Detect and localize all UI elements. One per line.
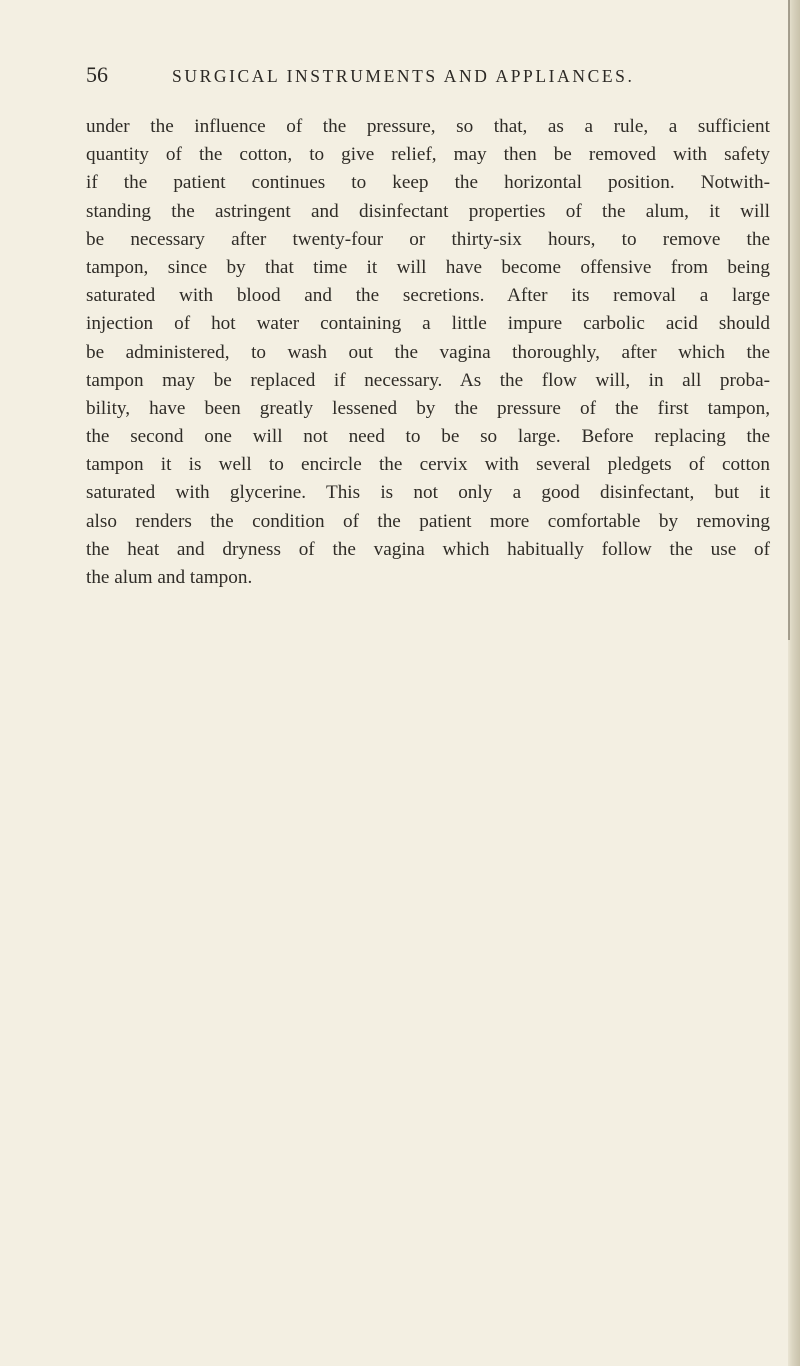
running-title: SURGICAL INSTRUMENTS AND APPLIANCES. [172,66,635,86]
page-number: 56 [86,62,108,87]
text-line: if the patient continues to keep the horizontal position. Notwith- [86,172,770,194]
text-line: tampon may be replaced if necessary. As the flow will, in all proba- [86,369,770,391]
text-line: saturated with glycerine. This is not only a good disinfectant, but it [86,482,770,504]
text-line: injection of hot water containing a little impure carbolic acid should [86,313,770,335]
text-line: standing the astringent and disinfectant properties of the alum, it will [86,200,770,222]
text-line: the second one will not need to be so large. Before replacing the [86,426,770,448]
text-line: be necessary after twenty-four or thirty-six hours, to remove the [86,228,770,250]
text-line: quantity of the cotton, to give relief, may then be removed with safety [86,144,770,166]
text-line: tampon it is well to encircle the cervix with several pledgets of cotton [86,454,770,476]
text-line: also renders the condition of the patient more comfortable by removing [86,510,770,532]
text-line: the heat and dryness of the vagina which habitually follow the use of [86,538,770,560]
text-line: tampon, since by that time it will have become offensive from being [86,256,770,278]
text-line: under the influence of the pressure, so that, as a rule, a sufficient [86,116,770,137]
text-line: the alum and tampon. [86,567,253,588]
text-line: bility, have been greatly lessened by the pressure of the first tampon, [86,397,770,419]
page-binding-edge [788,0,790,640]
page-header [86,62,766,92]
text-line: saturated with blood and the secretions. After its removal a large [86,285,770,307]
text-line: be administered, to wash out the vagina thoroughly, after which the [86,341,770,363]
body-paragraph [86,113,770,592]
